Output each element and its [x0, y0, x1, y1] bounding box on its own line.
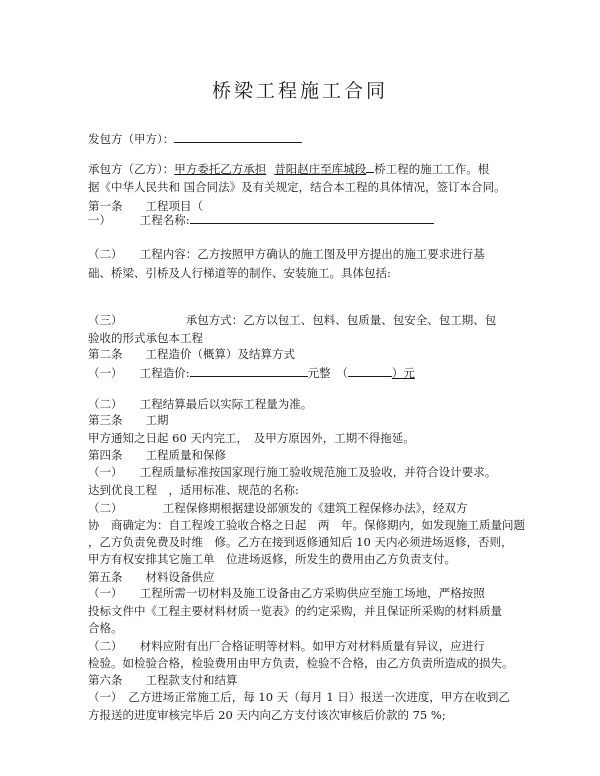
- contract-price-end: ）元: [391, 366, 415, 380]
- party-a-line: [88, 131, 302, 146]
- contract-price-small-blank: [348, 365, 392, 377]
- contract-price-mid: 元整 （: [307, 366, 348, 380]
- article-5-p1-line3: 合格。: [88, 621, 123, 635]
- party-b-suffix: 桥工程的施工工作。根: [374, 162, 490, 176]
- article-1-item1: [88, 212, 434, 227]
- article-1-item3-line1: （三） 承包方式：乙方以包工、包料、包质量、包安全、包工期、包: [88, 313, 497, 327]
- article-6-p1-line1: （一） 乙方进场正常施工后，每 10 天（每月 1 日）报送一次进度，甲方在收到乙: [88, 690, 510, 704]
- article-4-p1-line1: （一） 工程质量标准按国家现行施工验收规范施工及验收，并符合设计要求。: [88, 465, 497, 479]
- party-a-label: 发包方（甲方）：: [88, 132, 175, 146]
- project-name-label: 一） 工程名称:: [88, 213, 190, 227]
- article-5-p1-line1: （一） 工程所需一切材料及施工设备由乙方采购供应至施工场地，严格按照: [88, 586, 485, 600]
- article-2-item2: （二） 工程结算最后以实际工程量为准。: [88, 397, 313, 411]
- party-b-value: 甲方委托乙方承担: [174, 162, 267, 176]
- party-b-line2: 据《中华人民共和 国合同法》及有关规定，结合本工程的具体情况，签订本合同。: [88, 180, 506, 194]
- party-b-label: 承包方（乙方）：: [88, 162, 175, 176]
- article-3-heading: 第三条 工期: [88, 413, 169, 427]
- article-5-p1-line2: 投标文件中《工程主要材料材质一览表》的约定采购，并且保证所采购的材料质量: [88, 604, 502, 618]
- article-4-p1-line2: 达到优良工程 ，适用标准、规范的名称:: [88, 483, 299, 497]
- party-a-blank: [174, 131, 302, 143]
- article-6-p1-line2: 方报送的进度审核完毕后 20 天内向乙方支付该次审核后价款的 75 %;: [88, 708, 446, 722]
- article-4-p2-line4: 甲方有权安排其它施工单 位进场返修，所发生的费用由乙方负责支付。: [88, 552, 456, 566]
- party-b-line: [88, 161, 489, 176]
- article-4-heading: 第四条 工程质量和保修: [88, 448, 226, 462]
- article-5-p2-line1: （二） 材料应附有出厂合格证明等材料。如甲方对材料质量有异议，应进行: [88, 639, 485, 653]
- article-4-p2-line1: （二） 工程保修期根据建设部颁发的《建筑工程保修办法》，经双方: [88, 501, 468, 515]
- contract-price-blank: [190, 365, 308, 377]
- article-1-heading: 第一条 工程项目（: [88, 199, 203, 213]
- article-1-item3-line2: 验收的形式承包本工程: [88, 331, 203, 345]
- article-5-p2-line2: 检验。如检验合格，检验费用由甲方负责，检验不合格，由乙方负责所造成的损失。: [88, 656, 514, 670]
- article-4-p2-line3: ，乙方负责免费及时维 修。乙方在接到返修通知后 10 天内必须进场返修，否则，: [88, 535, 513, 549]
- article-4-p2-line2: 协 商确定为：自工程竣工验收合格之日起 两 年。保修期内，如发现施工质量问题: [88, 518, 525, 532]
- article-2-heading: 第二条 工程造价（概算）及结算方式: [88, 347, 295, 361]
- article-5-heading: 第五条 材料设备供应: [88, 570, 215, 584]
- article-3-body: 甲方通知之日起 60 天内完工， 及甲方原因外，工期不得拖延。: [88, 431, 415, 445]
- project-name-blank: [190, 212, 434, 224]
- article-6-heading: 第六条 工程款支付和结算: [88, 673, 238, 687]
- article-1-item2-line1: （二） 工程内容：乙方按照甲方确认的施工图及甲方提出的施工要求进行基: [88, 247, 485, 261]
- contract-title: 桥梁工程施工合同: [211, 80, 388, 102]
- article-1-item2-line2: 础、桥梁、引桥及人行梯道等的制作、安装施工。具体包括:: [88, 266, 391, 280]
- article-2-item1: [88, 365, 415, 380]
- contract-price-label: （一） 工程造价:: [88, 366, 190, 380]
- party-b-project: 昔阳赵庄至库城段: [274, 162, 367, 176]
